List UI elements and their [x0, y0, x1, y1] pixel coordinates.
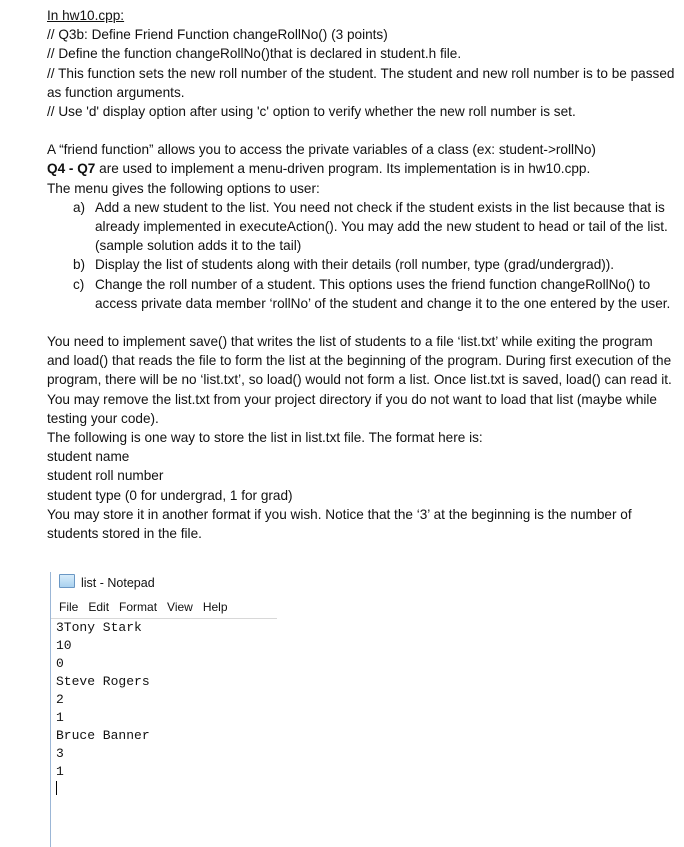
notepad-line: Bruce Banner — [56, 728, 150, 743]
q3b-line-3: // This function sets the new roll number of the student. The student and new roll number is to be passed as function arguments. — [47, 65, 675, 100]
document-body — [47, 6, 677, 543]
option-item — [47, 198, 677, 256]
menu-intro: The menu gives the following options to user: — [47, 180, 320, 196]
option-marker: c) — [73, 276, 85, 292]
option-text: Display the list of students along with their details (roll number, type (grad/undergrad)). — [95, 257, 615, 273]
format-student-name: student name — [47, 449, 130, 465]
notepad-icon — [59, 574, 75, 588]
notepad-line: 0 — [56, 656, 64, 671]
notepad-window — [50, 572, 277, 847]
save-load-paragraph: You need to implement save() that writes the list of students to a file ‘list.txt’ while exiting the program and load() that reads the file to form the list at the beginning of the program. During first execution of the program, there will be no ‘list.txt’, so load() would not form a list. Once list.txt is saved, load() can read it. You may remove the list.txt from your project directory if you do not want to load that list (maybe while testing your code). — [47, 334, 672, 426]
friend-line-2 — [47, 159, 677, 178]
format-roll-number: student roll number — [47, 468, 164, 484]
friend-line-1: A “friend function” allows you to access the private variables of a class (ex: student->rollNo) — [47, 142, 596, 158]
notepad-line: 3Tony Stark — [56, 620, 142, 635]
option-text: Add a new student to the list. You need not check if the student exists in the list because that is already implemented in executeAction(). You may add the new student to head or tail of the list. (sample solution adds it to the tail) — [95, 199, 668, 254]
q3b-line-2: // Define the function changeRollNo()that is declared in student.h file. — [47, 46, 462, 62]
notepad-title: list - Notepad — [81, 576, 155, 590]
notepad-line: 10 — [56, 638, 72, 653]
option-marker: a) — [73, 199, 86, 215]
menu-view[interactable]: View — [167, 600, 193, 614]
format-student-type: student type (0 for undergrad, 1 for grad) — [47, 487, 293, 503]
options-list — [47, 198, 677, 313]
notepad-text-area[interactable] — [56, 619, 150, 799]
notepad-line: 3 — [56, 746, 64, 761]
file-title: In hw10.cpp: — [47, 8, 125, 23]
menu-edit[interactable]: Edit — [88, 600, 110, 614]
closing-paragraph: You may store it in another format if you wish. Notice that the ‘3’ at the beginning is the number of students stored in the file. — [47, 506, 632, 542]
notepad-menu-bar — [51, 598, 277, 619]
q3b-line-1: // Q3b: Define Friend Function changeRollNo() (3 points) — [47, 27, 388, 43]
menu-file[interactable]: File — [59, 600, 79, 614]
option-item — [47, 275, 677, 313]
menu-format[interactable]: Format — [119, 600, 158, 614]
friend-line-2-rest: are used to implement a menu-driven program. Its implementation is in hw10.cpp. — [95, 161, 591, 177]
option-item — [47, 255, 677, 274]
option-text: Change the roll number of a student. This options uses the friend function changeRollNo() to access private data member ‘rollNo’ of the student and change it to the one entered by the user. — [95, 276, 671, 311]
option-marker: b) — [73, 257, 86, 273]
notepad-line: 2 — [56, 692, 64, 707]
menu-help[interactable]: Help — [202, 600, 228, 614]
notepad-line: Steve Rogers — [56, 674, 150, 689]
notepad-line: 1 — [56, 764, 64, 779]
q3b-line-4: // Use 'd' display option after using 'c' option to verify whether the new roll number is set. — [47, 104, 576, 120]
notepad-line: 1 — [56, 710, 64, 725]
notepad-title-bar — [59, 574, 155, 592]
format-intro: The following is one way to store the list in list.txt file. The format here is: — [47, 430, 483, 446]
question-range: Q4 - Q7 — [47, 161, 96, 177]
text-caret — [56, 781, 57, 795]
